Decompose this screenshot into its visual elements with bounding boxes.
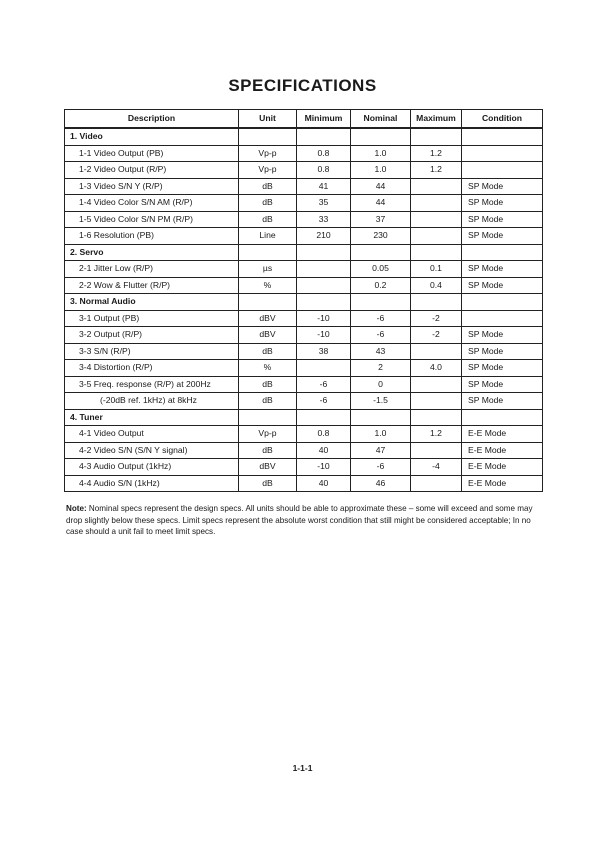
cell-condition: SP Mode xyxy=(462,393,543,410)
cell-unit: dB xyxy=(239,442,297,459)
cell-maximum: 1.2 xyxy=(411,145,462,162)
table-row xyxy=(65,310,543,327)
cell-unit: dB xyxy=(239,475,297,492)
cell-condition: E-E Mode xyxy=(462,459,543,476)
empty-cell xyxy=(239,128,297,145)
cell-maximum: -4 xyxy=(411,459,462,476)
table-row xyxy=(65,277,543,294)
cell-description: 3-2 Output (R/P) xyxy=(65,327,239,344)
cell-maximum: 1.2 xyxy=(411,162,462,179)
empty-cell xyxy=(297,244,351,261)
section-title: 1. Video xyxy=(65,128,239,145)
cell-minimum: -10 xyxy=(297,459,351,476)
cell-minimum: 210 xyxy=(297,228,351,245)
section-row xyxy=(65,294,543,311)
cell-maximum: 0.4 xyxy=(411,277,462,294)
table-row xyxy=(65,145,543,162)
table-row xyxy=(65,261,543,278)
cell-nominal: 230 xyxy=(351,228,411,245)
table-row xyxy=(65,178,543,195)
cell-minimum: 0.8 xyxy=(297,162,351,179)
empty-cell xyxy=(462,409,543,426)
cell-maximum: -2 xyxy=(411,327,462,344)
cell-nominal: 46 xyxy=(351,475,411,492)
note-text: Nominal specs represent the design specs. All units should be able to approximate these – some will exceed and some may drop slightly below these specs. Limit specs represent the absolute worst condition that still might be considered acceptable; In no case should a unit fail to meet limit specs. xyxy=(66,504,533,536)
cell-description: 1-2 Video Output (R/P) xyxy=(65,162,239,179)
cell-minimum: 0.8 xyxy=(297,145,351,162)
cell-description: 3-5 Freq. response (R/P) at 200Hz xyxy=(65,376,239,393)
cell-minimum: -6 xyxy=(297,376,351,393)
section-row xyxy=(65,409,543,426)
cell-maximum xyxy=(411,343,462,360)
cell-minimum: -6 xyxy=(297,393,351,410)
cell-minimum: 40 xyxy=(297,442,351,459)
cell-unit: Vp-p xyxy=(239,426,297,443)
table-row xyxy=(65,360,543,377)
cell-unit: µs xyxy=(239,261,297,278)
specifications-table xyxy=(64,109,543,492)
cell-maximum: 1.2 xyxy=(411,426,462,443)
cell-unit: % xyxy=(239,277,297,294)
cell-minimum: 41 xyxy=(297,178,351,195)
table-row xyxy=(65,459,543,476)
cell-maximum: 0.1 xyxy=(411,261,462,278)
section-title: 2. Servo xyxy=(65,244,239,261)
header-maximum: Maximum xyxy=(411,110,462,129)
empty-cell xyxy=(411,128,462,145)
cell-maximum xyxy=(411,442,462,459)
page-number: 1-1-1 xyxy=(292,763,313,773)
cell-condition: SP Mode xyxy=(462,195,543,212)
table-row xyxy=(65,376,543,393)
cell-condition: SP Mode xyxy=(462,343,543,360)
cell-unit: dB xyxy=(239,343,297,360)
cell-description: 4-4 Audio S/N (1kHz) xyxy=(65,475,239,492)
cell-condition xyxy=(462,310,543,327)
cell-maximum: 4.0 xyxy=(411,360,462,377)
cell-condition: SP Mode xyxy=(462,327,543,344)
cell-nominal: 0.2 xyxy=(351,277,411,294)
cell-nominal: 1.0 xyxy=(351,426,411,443)
empty-cell xyxy=(411,409,462,426)
cell-nominal: -1.5 xyxy=(351,393,411,410)
cell-maximum xyxy=(411,195,462,212)
header-minimum: Minimum xyxy=(297,110,351,129)
cell-nominal: 44 xyxy=(351,178,411,195)
cell-minimum: 40 xyxy=(297,475,351,492)
cell-unit: dB xyxy=(239,393,297,410)
cell-maximum: -2 xyxy=(411,310,462,327)
table-row xyxy=(65,426,543,443)
cell-minimum xyxy=(297,261,351,278)
empty-cell xyxy=(297,128,351,145)
cell-description: 4-3 Audio Output (1kHz) xyxy=(65,459,239,476)
cell-condition xyxy=(462,145,543,162)
cell-nominal: 37 xyxy=(351,211,411,228)
cell-nominal: -6 xyxy=(351,459,411,476)
note-label: Note: xyxy=(66,504,87,513)
cell-unit: dBV xyxy=(239,310,297,327)
table-body xyxy=(65,128,543,492)
cell-condition: SP Mode xyxy=(462,277,543,294)
empty-cell xyxy=(297,409,351,426)
cell-maximum xyxy=(411,393,462,410)
cell-description: 1-4 Video Color S/N AM (R/P) xyxy=(65,195,239,212)
empty-cell xyxy=(462,244,543,261)
cell-condition: E-E Mode xyxy=(462,475,543,492)
cell-description: 1-1 Video Output (PB) xyxy=(65,145,239,162)
table-row xyxy=(65,211,543,228)
cell-nominal: -6 xyxy=(351,327,411,344)
cell-unit: Vp-p xyxy=(239,162,297,179)
cell-unit: dB xyxy=(239,376,297,393)
table-row xyxy=(65,393,543,410)
cell-minimum: -10 xyxy=(297,327,351,344)
cell-condition: E-E Mode xyxy=(462,442,543,459)
cell-description: 2-1 Jitter Low (R/P) xyxy=(65,261,239,278)
cell-condition: SP Mode xyxy=(462,178,543,195)
cell-condition: SP Mode xyxy=(462,360,543,377)
table-row xyxy=(65,228,543,245)
note-paragraph xyxy=(66,503,546,538)
cell-condition xyxy=(462,162,543,179)
cell-maximum xyxy=(411,228,462,245)
cell-condition: SP Mode xyxy=(462,211,543,228)
cell-description: 1-6 Resolution (PB) xyxy=(65,228,239,245)
header-nominal: Nominal xyxy=(351,110,411,129)
cell-minimum xyxy=(297,360,351,377)
cell-maximum xyxy=(411,178,462,195)
cell-minimum: 33 xyxy=(297,211,351,228)
cell-nominal: 0.05 xyxy=(351,261,411,278)
cell-description: 4-1 Video Output xyxy=(65,426,239,443)
empty-cell xyxy=(411,244,462,261)
cell-minimum: -10 xyxy=(297,310,351,327)
section-title: 4. Tuner xyxy=(65,409,239,426)
cell-condition: SP Mode xyxy=(462,261,543,278)
cell-nominal: 1.0 xyxy=(351,162,411,179)
cell-maximum xyxy=(411,211,462,228)
cell-description: (-20dB ref. 1kHz) at 8kHz xyxy=(65,393,239,410)
header-condition: Condition xyxy=(462,110,543,129)
empty-cell xyxy=(411,294,462,311)
table-row xyxy=(65,327,543,344)
cell-condition: SP Mode xyxy=(462,376,543,393)
table-row xyxy=(65,475,543,492)
cell-nominal: 44 xyxy=(351,195,411,212)
table-row xyxy=(65,195,543,212)
cell-unit: Vp-p xyxy=(239,145,297,162)
empty-cell xyxy=(351,244,411,261)
cell-nominal: 47 xyxy=(351,442,411,459)
header-description: Description xyxy=(65,110,239,129)
empty-cell xyxy=(239,409,297,426)
cell-description: 3-1 Output (PB) xyxy=(65,310,239,327)
cell-nominal: 2 xyxy=(351,360,411,377)
empty-cell xyxy=(462,294,543,311)
section-row xyxy=(65,128,543,145)
cell-nominal: 0 xyxy=(351,376,411,393)
section-title: 3. Normal Audio xyxy=(65,294,239,311)
header-unit: Unit xyxy=(239,110,297,129)
empty-cell xyxy=(462,128,543,145)
cell-nominal: 43 xyxy=(351,343,411,360)
empty-cell xyxy=(351,128,411,145)
table-row xyxy=(65,442,543,459)
cell-unit: dB xyxy=(239,195,297,212)
table-header-row xyxy=(65,110,543,129)
cell-condition: SP Mode xyxy=(462,228,543,245)
cell-minimum: 0.8 xyxy=(297,426,351,443)
table-row xyxy=(65,162,543,179)
cell-unit: % xyxy=(239,360,297,377)
cell-nominal: 1.0 xyxy=(351,145,411,162)
cell-description: 2-2 Wow & Flutter (R/P) xyxy=(65,277,239,294)
section-row xyxy=(65,244,543,261)
cell-maximum xyxy=(411,475,462,492)
cell-maximum xyxy=(411,376,462,393)
empty-cell xyxy=(351,409,411,426)
empty-cell xyxy=(239,244,297,261)
cell-description: 3-3 S/N (R/P) xyxy=(65,343,239,360)
cell-unit: dBV xyxy=(239,459,297,476)
table-row xyxy=(65,343,543,360)
cell-unit: dBV xyxy=(239,327,297,344)
cell-description: 1-3 Video S/N Y (R/P) xyxy=(65,178,239,195)
cell-description: 1-5 Video Color S/N PM (R/P) xyxy=(65,211,239,228)
cell-unit: dB xyxy=(239,211,297,228)
cell-nominal: -6 xyxy=(351,310,411,327)
empty-cell xyxy=(351,294,411,311)
cell-minimum xyxy=(297,277,351,294)
cell-minimum: 38 xyxy=(297,343,351,360)
cell-minimum: 35 xyxy=(297,195,351,212)
cell-description: 4-2 Video S/N (S/N Y signal) xyxy=(65,442,239,459)
cell-unit: dB xyxy=(239,178,297,195)
empty-cell xyxy=(297,294,351,311)
page-title: SPECIFICATIONS xyxy=(228,76,377,95)
cell-condition: E-E Mode xyxy=(462,426,543,443)
empty-cell xyxy=(239,294,297,311)
cell-description: 3-4 Distortion (R/P) xyxy=(65,360,239,377)
cell-unit: Line xyxy=(239,228,297,245)
